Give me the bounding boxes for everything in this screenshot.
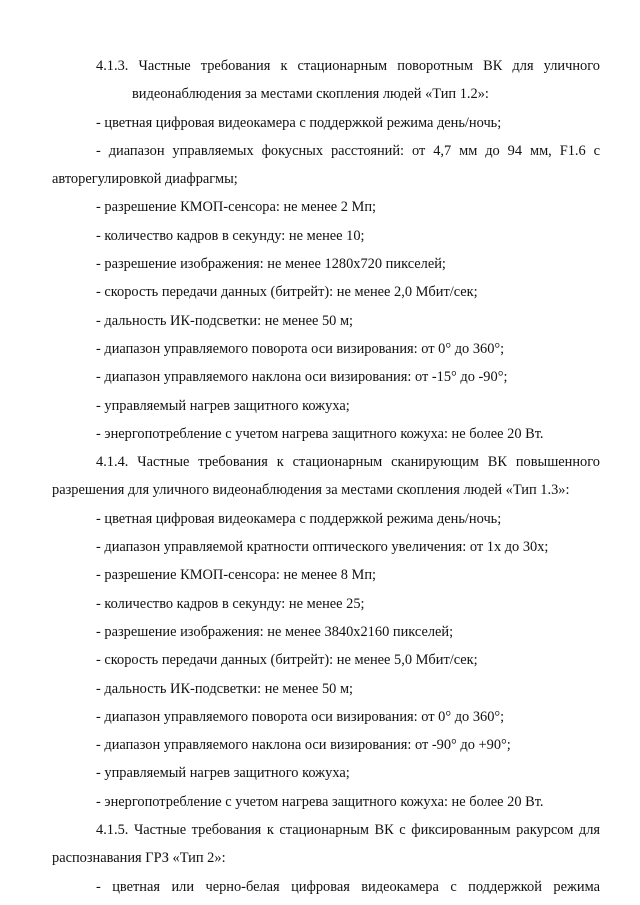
section-heading-4-1-5-line1: 4.1.5. Частные требования к стационарным ВК с фиксированным ракурсом для (96, 822, 600, 839)
list-item: - энергопотребление с учетом нагрева защитного кожуха: не более 20 Вт. (96, 793, 544, 810)
list-item: - количество кадров в секунду: не менее 25; (96, 595, 365, 612)
list-item: - скорость передачи данных (битрейт): не менее 5,0 Мбит/сек; (96, 652, 478, 669)
list-item-continuation: авторегулировкой диафрагмы; (52, 171, 238, 188)
list-item: - дальность ИК-подсветки: не менее 50 м; (96, 680, 354, 697)
list-item: - энергопотребление с учетом нагрева защитного кожуха: не более 20 Вт. (96, 425, 544, 442)
list-item: - цветная цифровая видеокамера с поддержкой режима день/ночь; (96, 510, 502, 527)
list-item: - диапазон управляемого наклона оси визирования: от -90° до +90°; (96, 737, 511, 754)
list-item: - дальность ИК-подсветки: не менее 50 м; (96, 312, 354, 329)
list-item: - диапазон управляемых фокусных расстояний: от 4,7 мм до 94 мм, F1.6 с (96, 142, 600, 159)
list-item: - диапазон управляемого поворота оси визирования: от 0° до 360°; (96, 340, 505, 357)
list-item: - скорость передачи данных (битрейт): не менее 2,0 Мбит/сек; (96, 284, 478, 301)
section-heading-4-1-3-line1: 4.1.3. Частные требования к стационарным поворотным ВК для уличного (96, 58, 600, 74)
list-item: - цветная цифровая видеокамера с поддержкой режима день/ночь; (96, 114, 502, 131)
list-item: - диапазон управляемой кратности оптического увеличения: от 1x до 30x; (96, 539, 549, 556)
list-item: - управляемый нагрев защитного кожуха; (96, 765, 350, 782)
list-item: - разрешение изображения: не менее 1280x720 пикселей; (96, 256, 446, 273)
list-item: - управляемый нагрев защитного кожуха; (96, 397, 350, 414)
section-heading-4-1-4-line2: разрешения для уличного видеонаблюдения за местами скопления людей «Тип 1.3»: (52, 482, 570, 499)
section-heading-4-1-4-line1: 4.1.4. Частные требования к стационарным сканирующим ВК повышенного (96, 454, 600, 471)
list-item: - разрешение КМОП-сенсора: не менее 8 Мп; (96, 567, 377, 584)
list-item: - разрешение КМОП-сенсора: не менее 2 Мп; (96, 199, 377, 216)
list-item: - цветная или черно-белая цифровая видеокамера с поддержкой режима (96, 878, 600, 895)
section-heading-4-1-5-line2: распознавания ГРЗ «Тип 2»: (52, 850, 226, 867)
list-item: - диапазон управляемого наклона оси визирования: от -15° до -90°; (96, 369, 508, 386)
list-item: - количество кадров в секунду: не менее 10; (96, 227, 365, 244)
list-item: - диапазон управляемого поворота оси визирования: от 0° до 360°; (96, 708, 505, 725)
list-item: - разрешение изображения: не менее 3840x2160 пикселей; (96, 623, 454, 640)
section-heading-4-1-3-line2: видеонаблюдения за местами скопления людей «Тип 1.2»: (132, 86, 489, 103)
